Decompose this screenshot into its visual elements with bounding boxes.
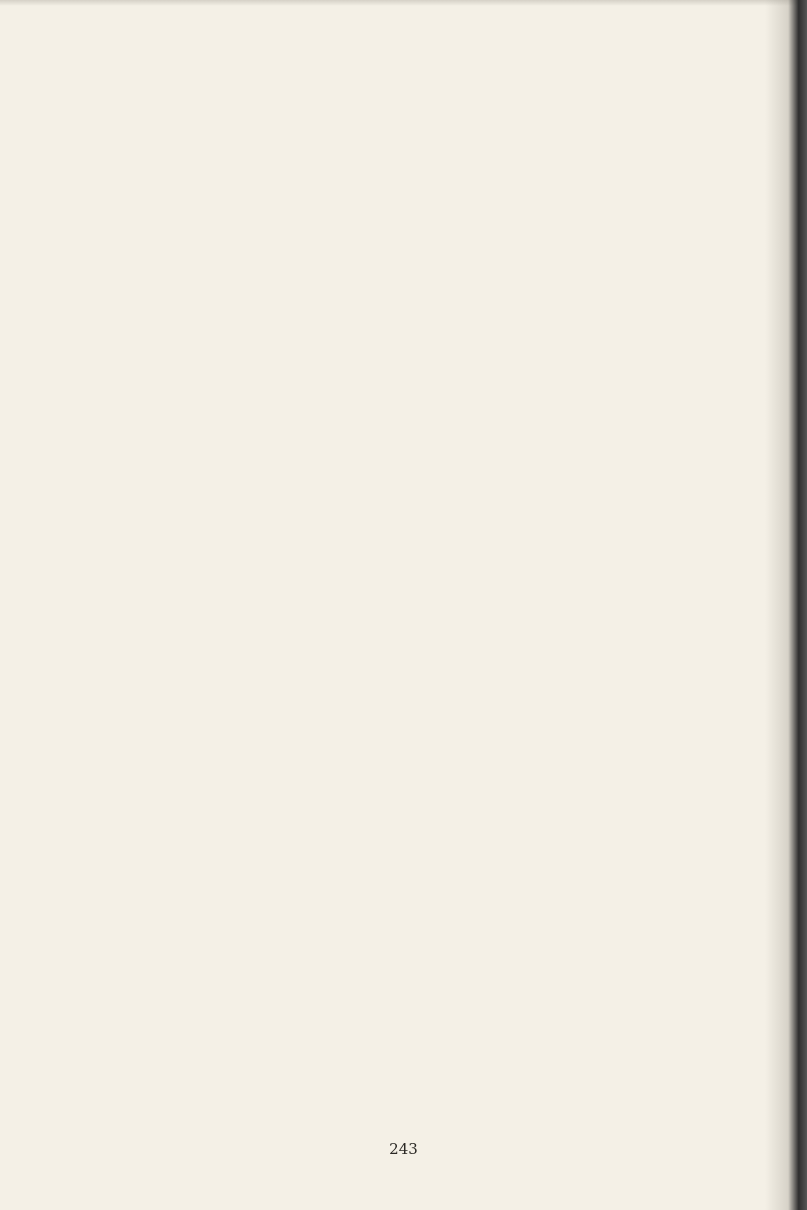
page-text-block	[0, 82, 721, 138]
section-gap	[0, 82, 721, 138]
book-binding-shadow	[765, 0, 807, 1210]
page-top-edge	[0, 0, 807, 6]
page-number: 243	[389, 1140, 418, 1158]
